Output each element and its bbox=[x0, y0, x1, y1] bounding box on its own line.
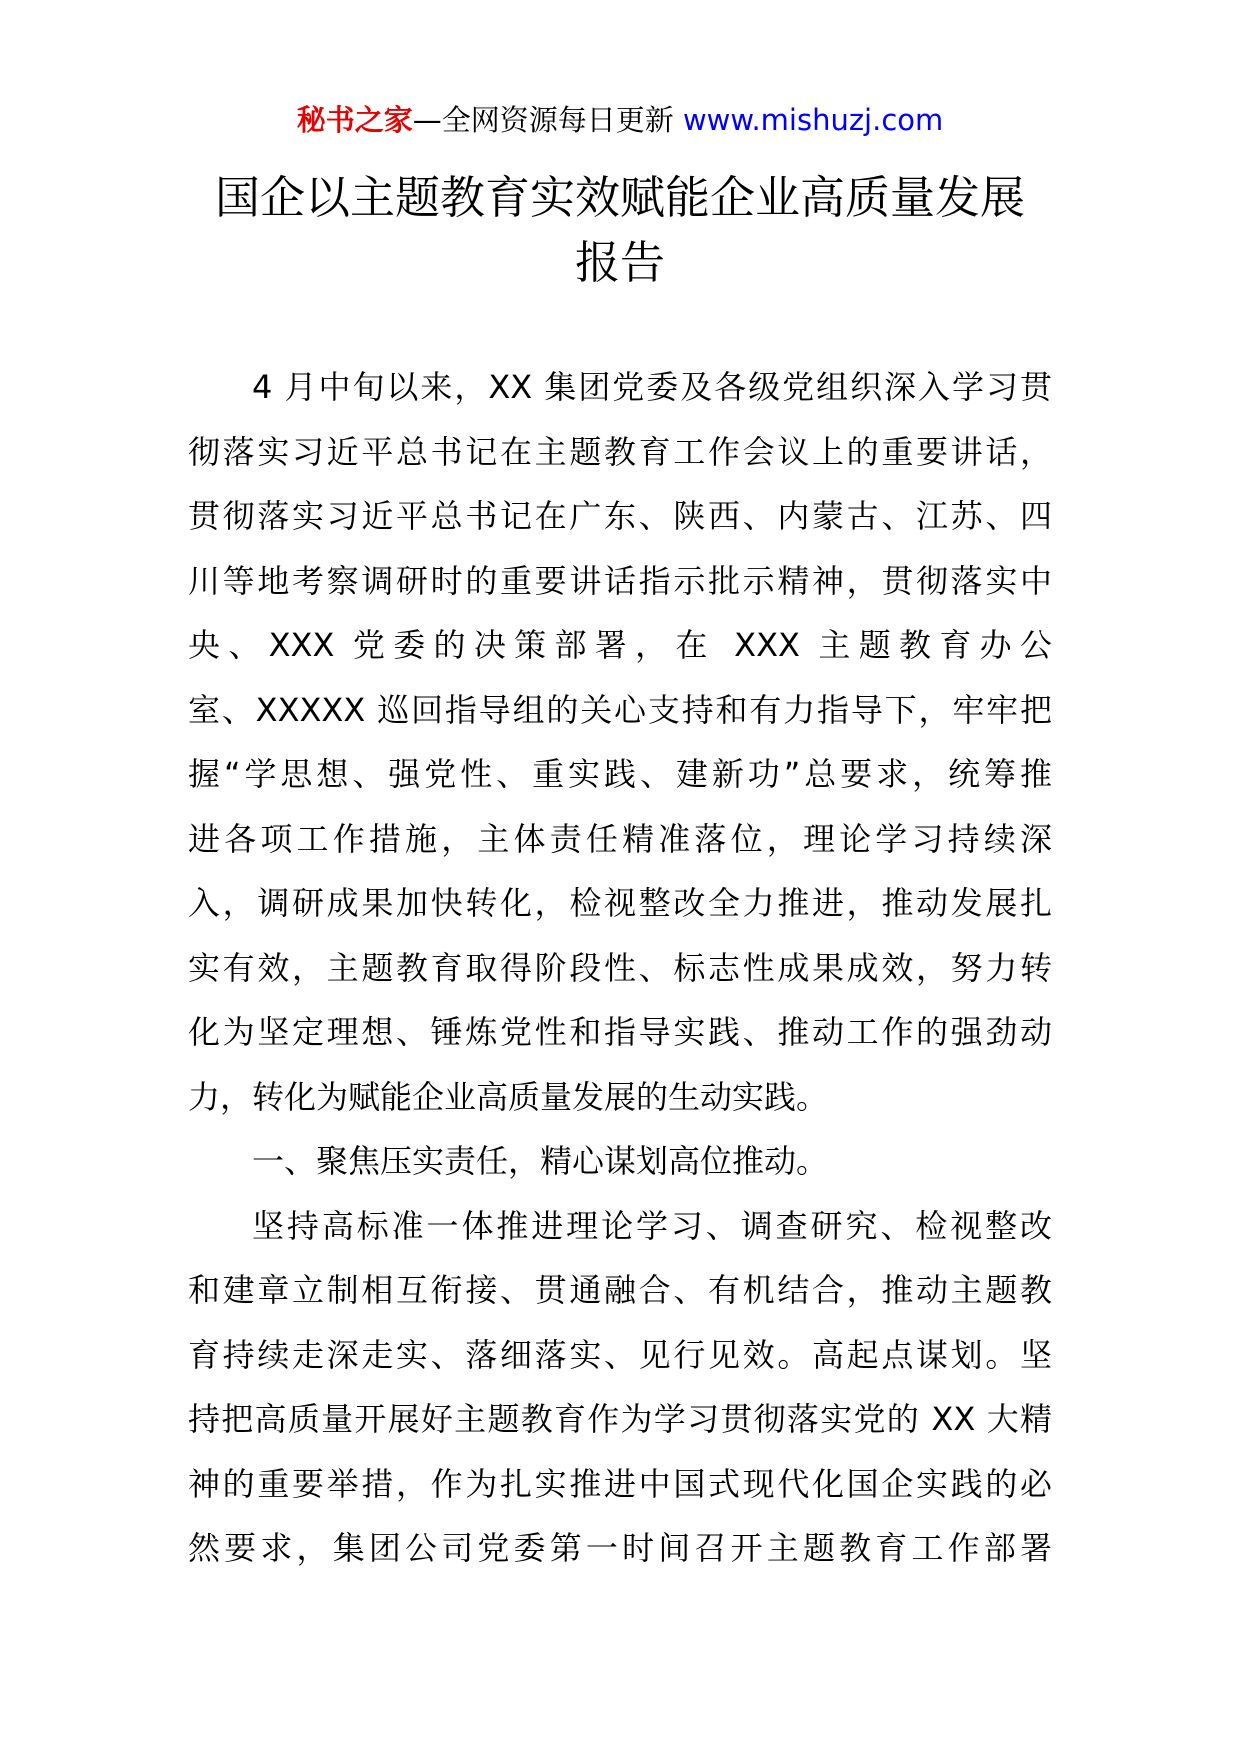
paragraph-line: 坚持高标准一体推进理论学习、调查研究、检视整改 bbox=[252, 1206, 1052, 1245]
paragraph-line: 实有效，主题教育取得阶段性、标志性成果成效，努力转 bbox=[188, 948, 1052, 987]
site-slogan: —全网资源每日更新 bbox=[412, 103, 683, 137]
paragraph-line: 力，转化为赋能企业高质量发展的生动实践。 bbox=[188, 1077, 829, 1116]
paragraph-line: 握“学思想、强党性、重实践、建新功”总要求，统筹推 bbox=[188, 755, 1052, 793]
section-heading: 一、聚焦压实责任，精心谋划高位推动。 bbox=[252, 1142, 829, 1180]
document-body bbox=[188, 355, 1052, 1581]
paragraph-line: 神的重要举措，作为扎实推进中国式现代化国企实践的必 bbox=[188, 1464, 1052, 1503]
paragraph-line: 贯彻落实习近平总书记在广东、陕西、内蒙古、江苏、四 bbox=[188, 497, 1052, 535]
site-header bbox=[0, 100, 1240, 140]
title-line-1: 国企以主题教育实效赋能企业高质量发展 bbox=[214, 171, 1025, 224]
paragraph-line: 进各项工作措施，主体责任精准落位，理论学习持续深 bbox=[188, 819, 1052, 858]
paragraph-line: 化为坚定理想、锤炼党性和指导实践、推动工作的强劲动 bbox=[188, 1013, 1052, 1051]
site-name: 秘书之家 bbox=[296, 103, 413, 137]
paragraph-line: 然要求，集团公司党委第一时间召开主题教育工作部署 bbox=[188, 1529, 1052, 1567]
paragraph-line: 持把高质量开展好主题教育作为学习贯彻落实党的 XX 大精 bbox=[188, 1400, 1052, 1438]
paragraph-line: 室、XXXXX 巡回指导组的关心支持和有力指导下，牢牢把 bbox=[188, 690, 1052, 729]
paragraph-line: 入，调研成果加快转化，检视整改全力推进，推动发展扎 bbox=[188, 884, 1052, 922]
paragraph-line: 川等地考察调研时的重要讲话指示批示精神，贯彻落实中 bbox=[188, 561, 1052, 600]
document-title bbox=[0, 165, 1240, 295]
paragraph-line: 和建章立制相互衔接、贯通融合、有机结合，推动主题教 bbox=[188, 1271, 1052, 1309]
title-line-2: 报告 bbox=[574, 236, 665, 289]
site-url-link[interactable]: www.mishuzj.com bbox=[682, 103, 944, 137]
paragraph-line: 4 月中旬以来，XX 集团党委及各级党组织深入学习贯 bbox=[252, 368, 1052, 406]
paragraph-line: 央、XXX 党委的决策部署，在 XXX 主题教育办公 bbox=[188, 626, 1052, 664]
paragraph-line: 彻落实习近平总书记在主题教育工作会议上的重要讲话， bbox=[188, 432, 1052, 471]
paragraph-line: 育持续走深走实、落细落实、见行见效。高起点谋划。坚 bbox=[188, 1335, 1052, 1374]
